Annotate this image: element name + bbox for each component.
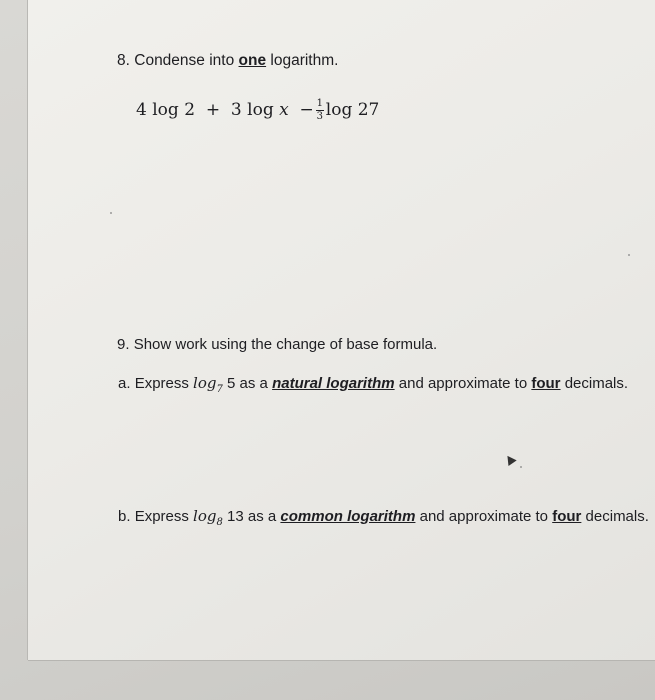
part-b-argument: 13: [227, 508, 244, 525]
fraction-numerator: 1: [316, 97, 323, 109]
term2-coefficient: 3: [230, 100, 242, 120]
paper-speck: [110, 212, 112, 214]
part-a-mid: as a: [239, 375, 268, 392]
question-8-number: 8.: [117, 52, 130, 69]
part-b-end: decimals.: [585, 508, 649, 525]
question-8-emphasis: one: [238, 52, 267, 69]
operator-plus: +: [205, 100, 221, 120]
part-b-log-expression: [193, 507, 223, 528]
part-a-lead: Express: [134, 375, 189, 392]
part-b-emphasis: four: [552, 508, 582, 525]
question-9-number: 9.: [117, 336, 130, 353]
question-8-expression: [136, 90, 379, 130]
part-b-log: log: [193, 507, 217, 525]
term1-argument: 2: [184, 100, 196, 120]
term2-log: log: [247, 100, 274, 120]
fraction-denominator: 3: [316, 110, 323, 122]
part-a-end: decimals.: [564, 375, 629, 392]
question-8-prefix: Condense into: [134, 52, 239, 69]
fraction: [316, 99, 324, 122]
part-a-log-expression: [193, 374, 223, 395]
part-a-emphasis: four: [531, 375, 561, 392]
question-8-suffix: logarithm.: [266, 52, 339, 69]
paper-speck: [520, 466, 522, 468]
part-a-argument: 5: [227, 375, 236, 392]
part-a-label: a.: [118, 375, 131, 392]
part-b-mid: as a: [247, 508, 277, 525]
operator-minus: −: [299, 100, 314, 120]
question-9b: [118, 507, 649, 528]
part-b-label: b.: [118, 508, 131, 525]
part-a-base: 7: [216, 384, 223, 395]
term1-coefficient: 4: [136, 100, 147, 120]
term1-log: log: [152, 100, 179, 120]
part-a-tail: and approximate to: [398, 375, 528, 392]
part-a-log: log: [193, 374, 217, 392]
sheet-bottom-edge: [28, 660, 655, 661]
part-b-base: 8: [216, 517, 223, 528]
question-9: [117, 336, 437, 353]
question-9a: [118, 374, 628, 395]
term3-log: log: [325, 100, 353, 120]
part-b-lead: Express: [134, 508, 189, 525]
question-9-text: Show work using the change of base formula.: [133, 336, 438, 353]
part-a-target: natural logarithm: [272, 375, 395, 392]
question-8: [117, 52, 338, 70]
part-b-tail: and approximate to: [419, 508, 549, 525]
paper-speck: [628, 254, 630, 256]
term3-argument: 27: [357, 100, 380, 120]
part-b-target: common logarithm: [280, 508, 416, 525]
term2-argument: x: [279, 100, 289, 120]
